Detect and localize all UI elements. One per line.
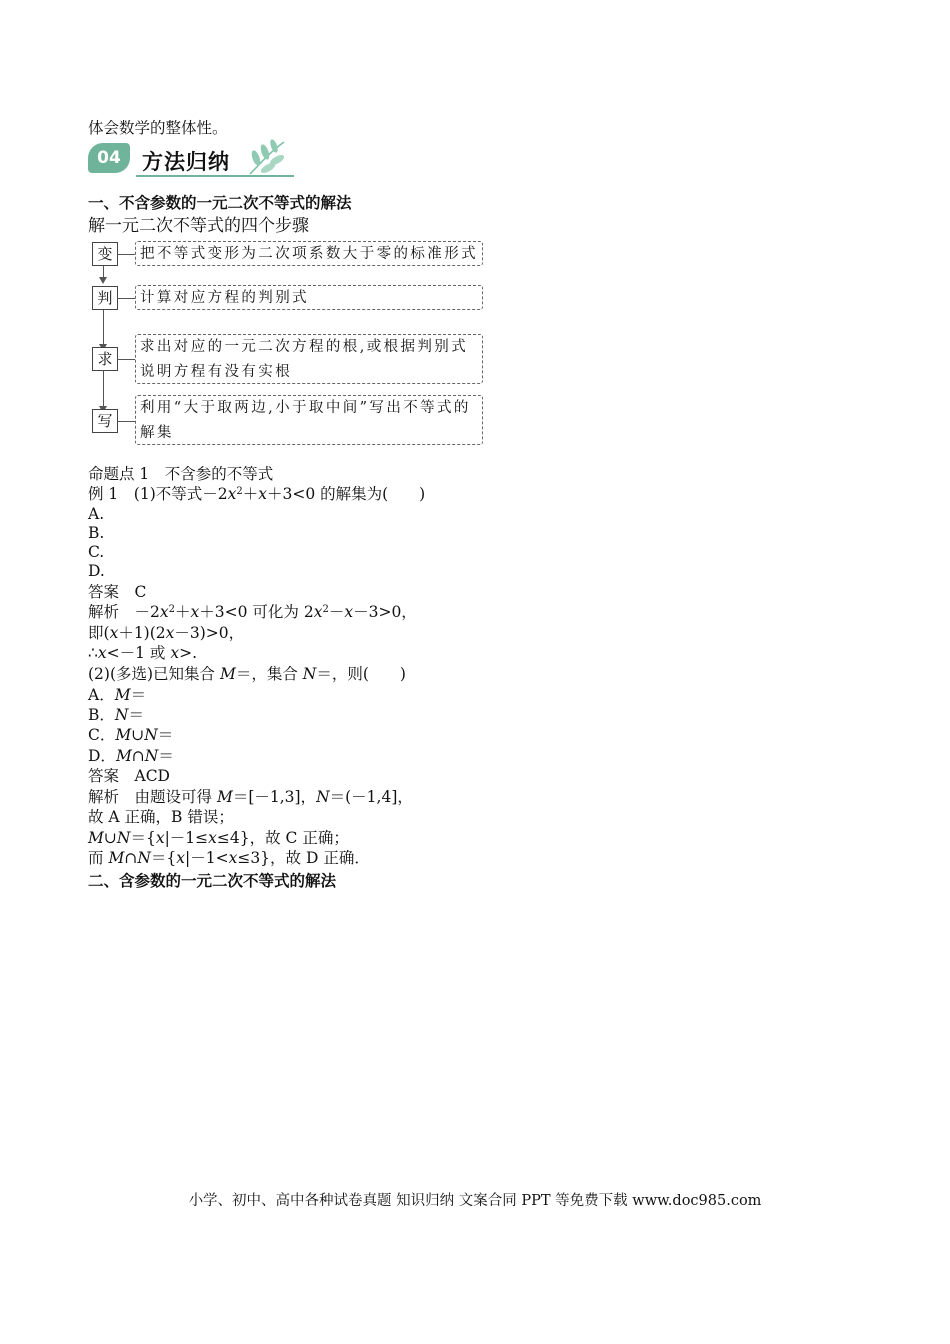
option-d: D. — [88, 562, 105, 580]
ex2-option-b: B．N＝ — [88, 706, 144, 724]
section-title: 方法归纳 — [142, 150, 230, 174]
step-box-1 — [135, 241, 483, 266]
step-key-qiu: 求 — [92, 347, 118, 371]
option-c: C. — [88, 543, 105, 561]
step-box-3 — [135, 334, 483, 384]
ex2-option-c: C．M∪N＝ — [88, 726, 174, 744]
option-a: A. — [88, 505, 105, 523]
step-connector — [117, 254, 135, 255]
ex2-option-d: D．M∩N＝ — [88, 747, 174, 765]
heading-1: 一、不含参数的一元二次不等式的解法 — [88, 194, 352, 212]
step-text: 利用“大于取两边,小于取中间”写出不等式的 — [140, 400, 471, 416]
analysis-2-line-1: 解析 由题设可得 M＝[－1,3]，N＝(－1,4]， — [88, 788, 413, 806]
leaf-sprig-icon — [244, 138, 290, 178]
steps-title: 解一元二次不等式的四个步骤 — [88, 216, 309, 236]
step-box-2 — [135, 285, 483, 310]
step-text: 说明方程有没有实根 — [140, 364, 293, 380]
analysis-2-line-4: 而 M∩N＝{x|－1<x≤3}，故 D 正确． — [88, 849, 370, 867]
step-connector — [117, 298, 135, 299]
flow-line — [103, 309, 104, 346]
step-key-bian: 变 — [92, 242, 118, 266]
section-number-badge — [88, 143, 130, 173]
arrow-down-icon — [99, 277, 107, 284]
step-connector — [117, 359, 135, 360]
step-box-4 — [135, 395, 483, 445]
analysis-2-line-3: M∪N＝{x|－1≤x≤4}，故 C 正确； — [88, 829, 349, 847]
flow-line — [103, 371, 104, 408]
step-text: 计算对应方程的判别式 — [140, 290, 309, 306]
section-number: 04 — [97, 148, 121, 168]
intro-line: 体会数学的整体性。 — [88, 119, 228, 137]
example-1-question: 例 1 (1)不等式$-2x^2+x+3<0$ 的解集为( ) — [88, 485, 426, 503]
analysis-1-line-2: 即(x＋1)(2x－3)>0， — [88, 624, 245, 642]
analysis-1-line-3: ∴x<－1 或 x>. — [88, 644, 197, 662]
step-connector — [117, 421, 135, 422]
ex2-option-a: A．M＝ — [88, 686, 147, 704]
step-text: 求出对应的一元二次方程的根,或根据判别式 — [140, 339, 469, 355]
step-key-xie: 写 — [92, 409, 118, 433]
heading-2: 二、含参数的一元二次不等式的解法 — [88, 872, 337, 890]
step-key-pan: 判 — [92, 286, 118, 310]
page-footer: 小学、初中、高中各种试卷真题 知识归纳 文案合同 PPT 等免费下载 www.doc985.com — [188, 1193, 762, 1209]
topic-line: 命题点 1 不含参的不等式 — [88, 465, 274, 483]
answer-1: 答案 C — [88, 583, 147, 601]
example-2-question: (2)(多选)已知集合 M＝，集合 N＝，则( ) — [88, 665, 406, 683]
step-text: 把不等式变形为二次项系数大于零的标准形式 — [140, 246, 478, 262]
answer-2: 答案 ACD — [88, 767, 170, 785]
step-text: 解集 — [140, 425, 174, 441]
analysis-1-line-1: 解析 $-2x^2+x+3<0$ 可化为 $2x^2-x-3>0$， — [88, 603, 417, 621]
option-b: B. — [88, 524, 105, 542]
analysis-2-line-2: 故 A 正确，B 错误； — [88, 808, 234, 826]
